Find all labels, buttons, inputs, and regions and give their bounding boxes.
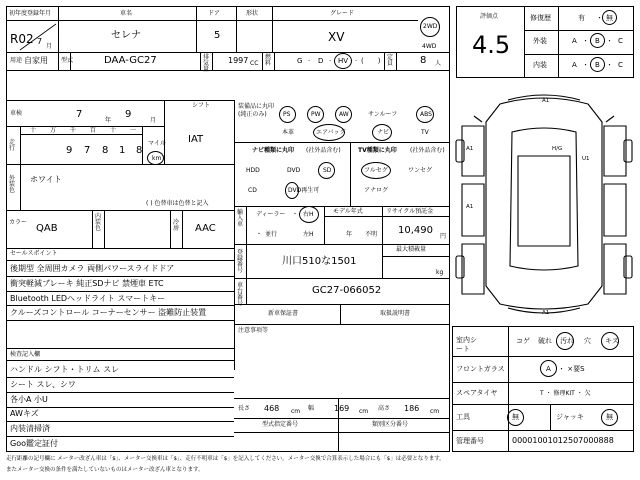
navi-cd: CD (248, 187, 257, 194)
mileage-digit-3: 8 (102, 145, 109, 156)
cooler-value: AAC (195, 223, 216, 234)
width-label: 幅 (308, 405, 315, 412)
height-value: 186 (404, 404, 420, 413)
equip-aw: AW (339, 111, 349, 118)
shape-label: 形状 (246, 10, 259, 17)
jack-circle (601, 409, 618, 426)
height-label: 高さ (378, 405, 391, 412)
displacement-label: 排気量 (203, 54, 210, 73)
inspector-line-2: シート スレ、シワ (10, 380, 76, 389)
tools-label: 工具 (456, 413, 470, 421)
fuel-other: ( ) (361, 57, 381, 65)
tv-fullseg: フルセグ (364, 167, 388, 174)
inspection-month: 9 (125, 109, 132, 120)
repair-sep: ・ (596, 14, 603, 22)
equip-ps-circle (279, 106, 296, 123)
import-parallel: 並行 (265, 231, 278, 238)
mileage-digit-1: 9 (66, 145, 73, 156)
exterior-color-value: ホワイト (30, 175, 62, 184)
import-dealer: ディーラー (256, 211, 286, 218)
height-unit: cm (430, 408, 440, 415)
inspector-line-5: 内装清掃済 (10, 424, 50, 433)
repair-no-circle (602, 10, 617, 25)
damage-mark-left-1: A1 (466, 146, 474, 152)
navi-hdd: HDD (246, 167, 260, 174)
tools-value: 無 (512, 413, 519, 421)
repair-no: 無 (606, 14, 613, 22)
equip-leather: 本革 (282, 129, 295, 136)
exterior-color-label: 外装色 (9, 175, 16, 194)
sales-line-3: Bluetooth LEDヘッドライト スマートキー (10, 294, 166, 303)
drive-4wd: 4WD (422, 43, 437, 50)
month-unit: 月 (46, 43, 53, 50)
tv-analog: アナログ (364, 187, 389, 194)
seat-scratch-circle (601, 332, 619, 350)
management-number: 00001001012507000888 (512, 436, 614, 445)
inspection-year-unit: 年 (105, 117, 112, 124)
displacement-value: 1997 (228, 56, 249, 65)
sales-line-2: 衝突軽減ブレーキ 純正SDナビ 禁煙車 ETC (10, 279, 164, 288)
fuel-g: G (297, 57, 303, 65)
equip-sunroof: サンルーフ (368, 111, 398, 118)
shift-value: IAT (188, 134, 204, 145)
exterior-c: C (618, 37, 623, 45)
max-load-label: 最大積載量 (396, 246, 427, 253)
mileage-km-circle (147, 151, 164, 165)
navi-dvd: DVD (287, 167, 301, 174)
new-warranty-label: 新車保証書 (268, 310, 299, 317)
jack-label: ジャッキ (556, 413, 584, 421)
interior-sep-1: ・ (582, 61, 589, 69)
inspector-line-4: AWキズ (10, 409, 39, 418)
sales-line-4: クルーズコントロール コーナーセンサー 盗難防止装置 (10, 308, 207, 317)
import-label: 輸入車 (237, 209, 244, 228)
registration-label: 登録番号 (237, 249, 244, 274)
capacity-unit: 人 (435, 60, 442, 67)
fuel-hv-circle (334, 53, 352, 69)
exterior-a: A (572, 37, 577, 45)
fuel-hv: HV (338, 57, 349, 65)
inspection-year: 7 (76, 109, 83, 120)
car-diagram (452, 86, 638, 322)
import-parallel-sep: ・ (256, 231, 263, 238)
length-unit: cm (291, 408, 301, 415)
mileage-label: 走行 (9, 139, 16, 152)
exterior-sep-2: ・ (606, 37, 613, 45)
displacement-unit: CC (250, 60, 259, 67)
score-value: 4.5 (472, 31, 511, 59)
interior-a: A (572, 61, 577, 69)
jack-value: 無 (606, 413, 613, 421)
repair-label: 修復歴 (530, 14, 551, 22)
length-label: 長さ (238, 405, 251, 412)
seat-label: 室内シート (456, 336, 477, 354)
tv-fullseg-circle (361, 162, 391, 179)
management-label: 管理番号 (456, 437, 484, 445)
import-right: 右H (303, 211, 314, 218)
model-value: DAA-GC27 (104, 55, 157, 66)
equip-aw-circle (335, 106, 352, 123)
equip-airbag-circle (313, 124, 345, 141)
import-left: 左H (303, 231, 314, 238)
capacity-label: 定員 (387, 54, 394, 67)
seat-tear: 破れ (538, 337, 552, 345)
seat-burn: コゲ (516, 337, 530, 345)
shift-label: シフト (192, 102, 211, 109)
windshield-label: フロントガラス (456, 365, 505, 373)
drive-2wd: 2WD (423, 23, 438, 30)
navi-type-sub: (社外品含む) (306, 147, 341, 154)
fuel-label: 燃料 (265, 54, 272, 67)
navi-dvd-play: DVD再生可 (288, 187, 320, 194)
length-value: 468 (264, 404, 280, 413)
year-label: 初年度登録年月 (9, 10, 52, 17)
damage-mark-hg: H/G (552, 146, 563, 152)
manual-label: 取扱説明書 (380, 310, 411, 317)
month-value: 7 (37, 37, 43, 46)
fuel-dot-1: · (308, 57, 311, 65)
max-load-unit: kg (436, 269, 444, 276)
windshield-a: A (546, 365, 551, 373)
car-name: セレナ (111, 30, 141, 41)
recycle-unit: 円 (440, 233, 447, 240)
capacity-value: 8 (420, 55, 427, 66)
mileage-unit-2: 万 (50, 127, 57, 134)
equip-pw-circle (307, 106, 324, 123)
grade-value: XV (328, 30, 345, 44)
inspector-line-1: ハンドル シフト・トリム スレ (10, 365, 120, 374)
class-number-label: 類別区分番号 (372, 421, 409, 428)
tools-circle (507, 409, 524, 426)
repair-yes: 有 (578, 14, 585, 22)
model-year-unit: 年 (346, 231, 353, 238)
equip-pw: PW (311, 111, 321, 118)
color-change-note: ( ) 色替車は色替と記入 (146, 200, 209, 207)
inspector-label: 検査記入欄 (10, 351, 41, 358)
width-value: 169 (334, 404, 350, 413)
chassis-label: 車台番号 (237, 282, 244, 307)
recycle-value: 10,490 (398, 225, 433, 236)
spare-tire-label: スペアタイヤ (456, 389, 498, 397)
usage-label: 用途 (10, 57, 23, 64)
door-value: 5 (214, 30, 221, 41)
tv-type-sub: (社外品含む) (410, 147, 445, 154)
model-year-label: モデル年式 (333, 208, 363, 215)
mileage-digit-4: 1 (119, 145, 126, 156)
exterior-sep-1: ・ (582, 37, 589, 45)
interior-c: C (618, 61, 623, 69)
equipment-label: 装備品に丸印 (238, 103, 275, 110)
tv-oneseg: ワンセグ (408, 167, 433, 174)
import-right-circle (299, 206, 319, 223)
color-no-value: QAB (36, 223, 58, 234)
equip-ps: PS (283, 111, 291, 118)
interior-b: B (595, 61, 600, 69)
seat-scratch: キズ (605, 337, 619, 345)
cooler-label: 冷房 (173, 219, 180, 232)
inspector-line-3: 各小A 小U (10, 395, 48, 404)
sales-line-1: 後期型 全周囲カメラ 両側パワースライドドア (10, 264, 175, 273)
model-label: 型式 (61, 57, 74, 64)
interior-b-circle (590, 57, 605, 72)
footer-line-1: 走行距離の記号欄に メーター改ざん車は「$」、メーター交換車は「$」、走行不明車は「$」を記入してください。メーター交換で合算表示した場合にも「$」は必要となります。 (6, 456, 445, 462)
color-no-label: カラー (9, 219, 28, 226)
mileage-unit-3: 千 (70, 127, 77, 134)
notes-label: 注意事項等 (238, 327, 269, 334)
mileage-unit-1: 十 (30, 127, 37, 134)
type-designation-label: 型式指定番号 (262, 421, 299, 428)
equipment-sub: (純正のみ) (238, 111, 267, 118)
footer-line-2: またメーター交換の条件を満たしていないものはメーター改ざん車となります。 (6, 467, 204, 473)
exterior-label: 外装 (533, 37, 547, 45)
model-year-unknown: 不明 (365, 231, 378, 238)
fuel-d: D (318, 57, 324, 65)
car-name-label: 車名 (120, 10, 133, 17)
registration-value: 川口510な1501 (282, 256, 357, 267)
equip-abs-circle (416, 106, 434, 123)
inspection-label: 車検 (10, 110, 23, 117)
damage-mark-left-2: A1 (466, 204, 474, 210)
year-value: R02 (10, 32, 34, 46)
fuel-dot-3: · (355, 57, 358, 65)
equip-airbag: エアバッグ (316, 129, 346, 136)
score-label: 評価点 (480, 13, 499, 20)
import-dealer-sep: ・ (292, 211, 299, 218)
navi-dvd-play-circle (285, 182, 299, 199)
interior-color-label: 内装色 (95, 213, 102, 232)
damage-mark-right: U1 (582, 156, 590, 162)
fuel-dot-2: · (329, 57, 332, 65)
inspector-line-6: Goo鑑定証付 (10, 439, 58, 448)
damage-mark-front: A1 (542, 98, 550, 104)
sales-point-label: セールスポイント (10, 250, 58, 257)
navi-type-label: ナビ種類に丸印 (252, 147, 295, 154)
seat-stain-circle (556, 332, 574, 350)
spare-tire-value: T ・ 修理KIT ・ 欠 (540, 390, 591, 397)
grade-label: グレード (330, 10, 355, 17)
mileage-digit-2: 7 (84, 145, 91, 156)
equip-navi-circle (372, 124, 392, 141)
interior-label: 内装 (533, 61, 547, 69)
damage-mark-rear: A1 (542, 310, 550, 316)
mileage-digit-5: 8 (136, 145, 143, 156)
mileage-unit-6: 一 (130, 127, 137, 134)
interior-sep-2: ・ (606, 61, 613, 69)
inspection-month-unit: 月 (150, 117, 157, 124)
windshield-a-circle (540, 360, 557, 377)
mileage-unit-5: 十 (110, 127, 117, 134)
tv-type-label: TV種類に丸印 (358, 147, 397, 154)
usage-value: 自家用 (24, 56, 48, 65)
equip-tv: TV (421, 129, 429, 136)
seat-hole: 穴 (584, 337, 591, 345)
recycle-label: リサイクル預託金 (386, 208, 434, 215)
exterior-b: B (595, 37, 600, 45)
exterior-b-circle (590, 33, 605, 48)
equip-abs: ABS (420, 111, 432, 118)
equip-navi: ナビ (377, 129, 390, 136)
windshield-rest: ・ ×要S (558, 365, 585, 373)
mileage-km: km (152, 155, 162, 162)
seat-stain: 汚れ (560, 337, 574, 345)
width-unit: cm (359, 408, 369, 415)
navi-sd: SD (323, 167, 332, 174)
mileage-unit-4: 百 (90, 127, 97, 134)
mileage-mile: マイル (148, 140, 166, 147)
navi-sd-circle (318, 162, 335, 179)
door-label: ドア (208, 10, 220, 17)
chassis-value: GC27-066052 (312, 285, 382, 296)
